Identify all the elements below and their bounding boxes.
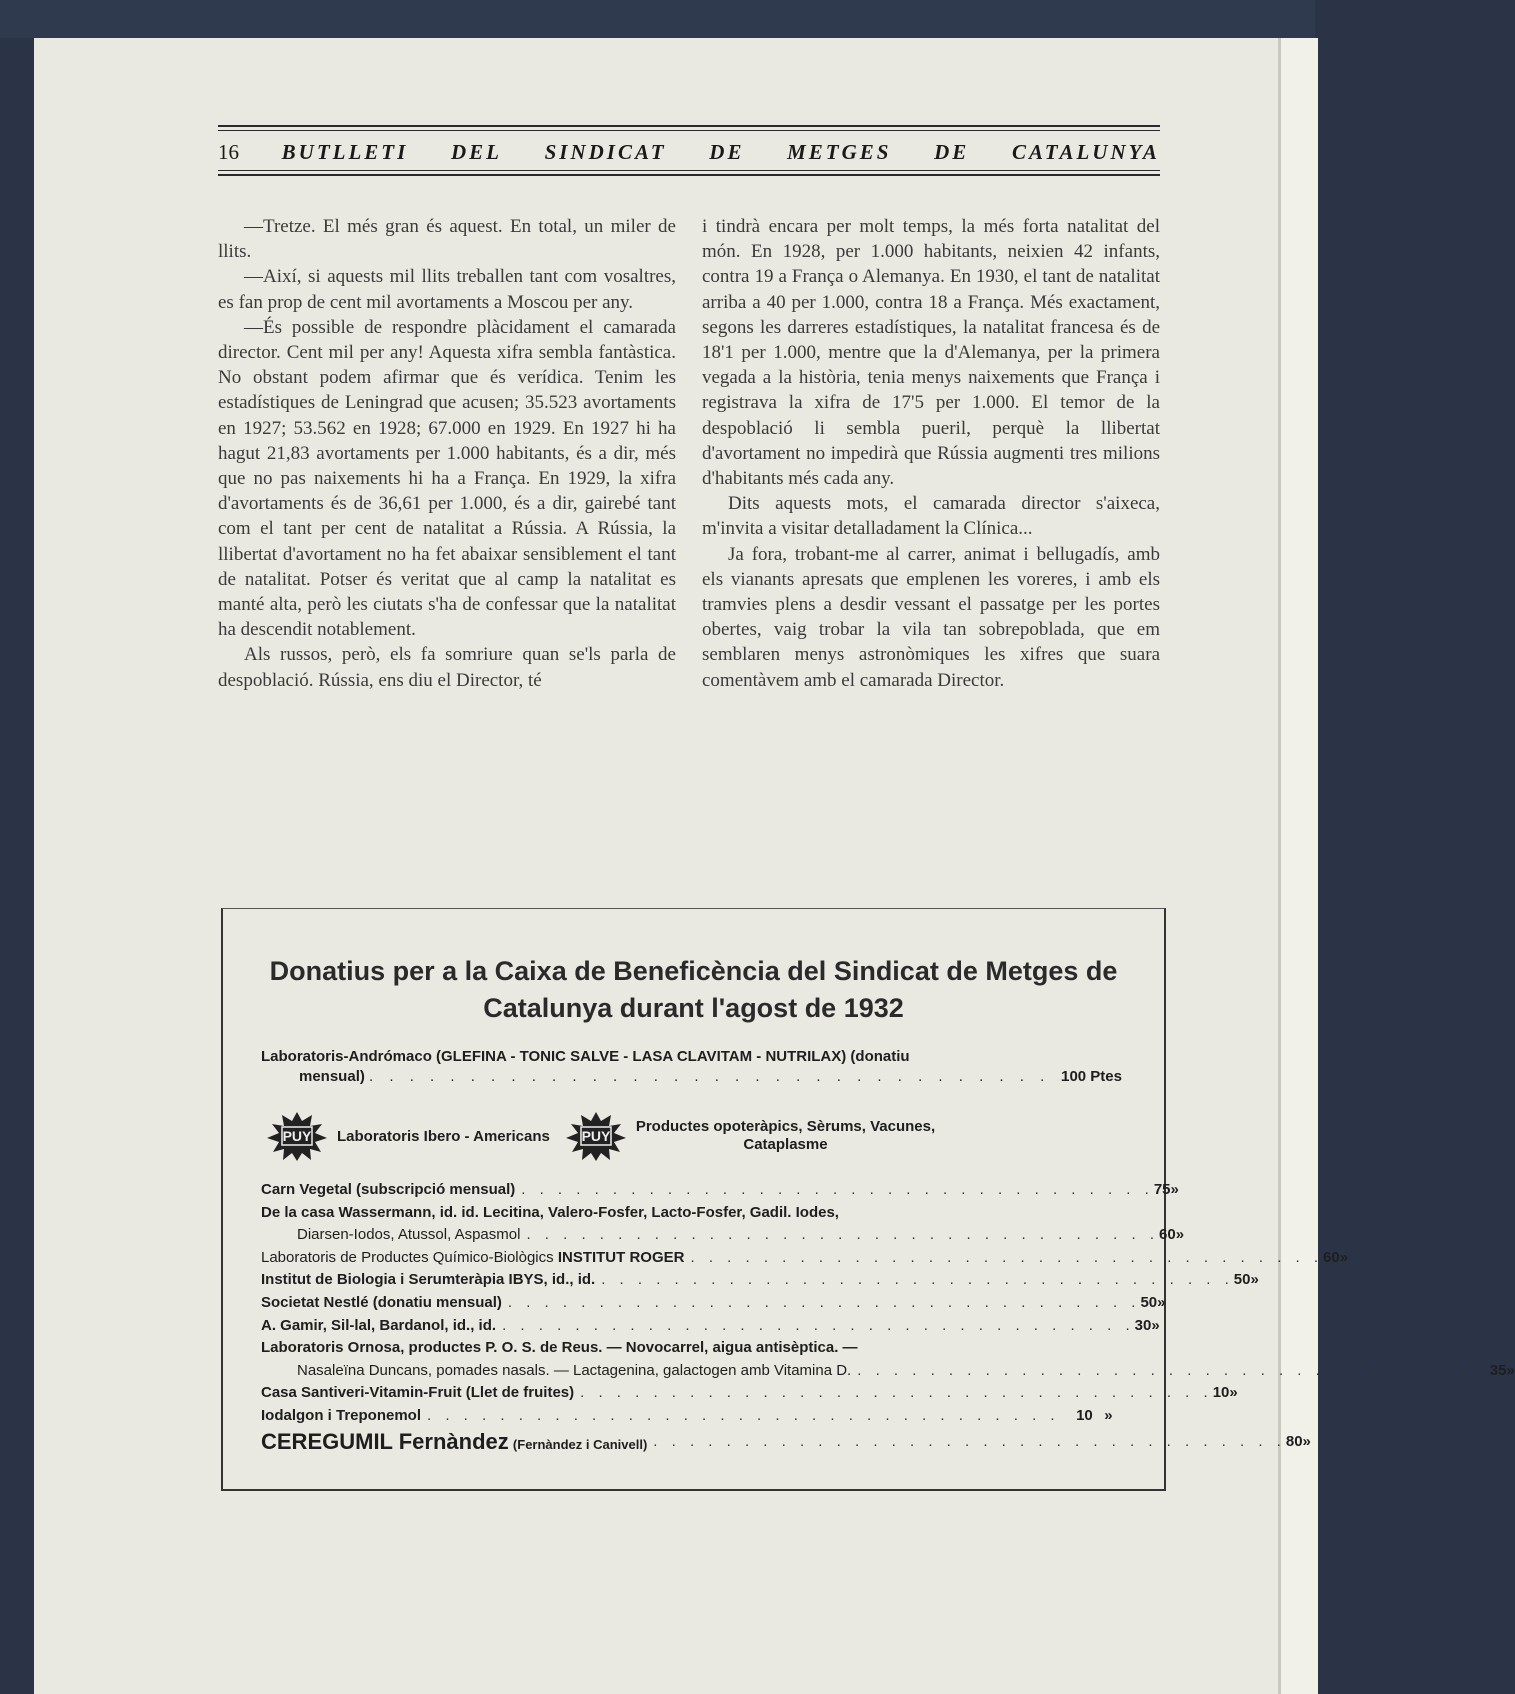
donation-text: A. Gamir, Sil-lal, Bardanol, id., id.: [261, 1316, 497, 1334]
article-paragraph: i tindrà encara per molt temps, la més forta natalitat del món. En 1928, per 1.000 habitants, neixien 42 infants, contra 19 a França o Alemanya. En 1930, el tant de natalitat arriba a 40 per 1.000, contra 18 a França. Més exactament, segons les darreres estadístiques, la natalitat francesa és de 18'1 per 1.000, mentre que la d'Alemanya, per la primera vegada a la història, tenia menys naixements que França i registrava la xifra de 17'5 per 1.000. El temor de la despoblació li sembla pueril, perquè la llibertat d'avortament no impedirà que Rússia augmenti tres milions d'habitants més cada any.: [702, 216, 1160, 490]
ditto-mark: »: [1339, 1248, 1349, 1266]
running-head-word: DEL: [450, 139, 502, 164]
scan-background: [0, 0, 1315, 38]
donation-amount: 30: [1134, 1316, 1152, 1334]
running-head-word: DE: [709, 139, 745, 164]
donation-text: Nasaleïna Duncans, pomades nasals. — Lactagenina, galactogen amb Vitamina D.: [297, 1361, 852, 1379]
ditto-mark: »: [1175, 1226, 1185, 1244]
donation-list: [261, 1179, 1515, 1459]
donation-text-bold: INSTITUT ROGER: [557, 1248, 685, 1266]
donation-row: [261, 1382, 1238, 1405]
article-paragraph: Als russos, però, els fa somriure quan se'ls parla de despoblació. Rússia, ens diu el Director, té: [218, 644, 676, 691]
puy-products-line: Cataplasme: [743, 1136, 828, 1153]
running-head-word: METGES: [787, 139, 892, 164]
donation-amount: 10: [1212, 1384, 1230, 1402]
ditto-mark: »: [1302, 1432, 1311, 1450]
donation-text: CEREGUMIL Fernàndez: [261, 1428, 509, 1454]
donation-amount: 50: [1140, 1293, 1158, 1311]
donation-amount: 60: [1159, 1226, 1176, 1244]
donation-amount: 100 Ptes: [1061, 1068, 1122, 1085]
ditto-mark: »: [1104, 1406, 1113, 1424]
puy-row: [265, 1111, 1124, 1161]
dot-leader: . . . . . . . . . . . . . . . . . . . . . . . . . . . . . . . . . . .: [369, 1068, 1071, 1085]
donation-row: [261, 1179, 1179, 1202]
donation-text: Laboratoris de Productes Químico-Biològics: [261, 1248, 554, 1266]
donation-text: Laboratoris Ornosa, productes P. O. S. de Reus. — Novocarrel, aigua antisèptica. —: [261, 1339, 858, 1357]
donation-row: [261, 1360, 1515, 1383]
ditto-mark: »: [1506, 1361, 1515, 1379]
donation-text-group: [261, 1428, 647, 1459]
ditto-mark: »: [1157, 1293, 1166, 1311]
dot-leader: . . . . . . . . . . . . . . . . . . . . . . . . . . . . . . . . . . .: [653, 1432, 1286, 1450]
donation-amount: 60: [1323, 1248, 1340, 1266]
donation-text-group: [261, 1247, 684, 1270]
running-head-word: SINDICAT: [544, 139, 667, 164]
header-rule-bottom: [218, 174, 1160, 176]
dot-leader: . . . . . . . . . . . . . . . . . . . . . . . . . . . . . . . . . . .: [580, 1384, 1213, 1402]
running-head-word: DE: [934, 139, 970, 164]
donation-text: Iodalgon i Treponemol: [261, 1406, 422, 1424]
donation-amount: 80: [1285, 1432, 1303, 1450]
sponsor-line-cont: [261, 1067, 1122, 1087]
donation-amount: 35: [1489, 1361, 1507, 1379]
article-column-right: [702, 214, 1160, 693]
dot-leader: . . . . . . . . . . . . . . . . . . . . . . . . . . . . . . . . . . .: [427, 1406, 1060, 1424]
sponsor-line: mensual): [299, 1068, 365, 1085]
donation-row: [261, 1269, 1259, 1292]
donation-amount: 50: [1233, 1271, 1251, 1289]
sponsor-line: Laboratoris-Andrómaco (GLEFINA - TONIC SALVE - LASA CLAVITAM - NUTRILAX) (donatiu: [261, 1048, 910, 1065]
article-paragraph: Dits aquests mots, el camarada director s'aixeca, m'invita a visitar detalladament la Clínica...: [702, 493, 1160, 540]
article-paragraph: —Tretze. El més gran és aquest. En total, un miler de llits.: [218, 216, 676, 263]
donation-row: [261, 1405, 1124, 1428]
dot-leader: . . . . . . . . . . . . . . . . . . . . . . . . . . . . . . . . . . .: [521, 1181, 1154, 1198]
dot-leader: . . . . . . . . . . . . . . . . . . . . . . . . . . . . . . . . . . .: [690, 1248, 1324, 1266]
dot-leader: . . . . . . . . . . . . . . . . . . . . . . . . . . . . . . . . . . .: [526, 1226, 1160, 1244]
donation-row-first-line: [261, 1337, 1124, 1360]
donation-row-first-line: [261, 1202, 1124, 1225]
donation-text: Institut de Biologia i Serumteràpia IBYS, id., id.: [261, 1271, 596, 1289]
donations-title: Donatius per a la Caixa de Beneficència del Sindicat de Metges de Catalunya durant l'agost de 1932: [269, 956, 1118, 1023]
page-number: 16: [218, 139, 239, 164]
puy-products-line: Productes opoteràpics, Sèrums, Vacunes,: [635, 1118, 936, 1135]
dot-leader: . . . . . . . . . . . . . . . . . . . . . . . . . . . . . . . . . . .: [601, 1271, 1234, 1289]
donations-box: [221, 908, 1515, 1491]
dot-leader: . . . . . . . . . . . . . . . . . . . . . . . . . . . . . . . . . . .: [857, 1361, 1490, 1379]
donation-amount: 75: [1153, 1181, 1171, 1198]
donation-first-sponsor: [261, 1047, 1122, 1087]
puy-lab-name: Laboratoris Ibero - Americans: [337, 1127, 550, 1145]
donation-row: [261, 1428, 1311, 1459]
running-head-word: BUTLLETI: [281, 139, 409, 164]
running-head: [218, 137, 1160, 167]
puy-logo-text: PUY: [282, 1128, 312, 1144]
puy-products: [636, 1118, 935, 1154]
article-column-left: [218, 214, 676, 693]
donation-text-small: (Fernàndez i Canivell): [512, 1436, 648, 1452]
header-rule-bottom-thin: [218, 170, 1160, 171]
article-paragraph: Ja fora, trobant-me al carrer, animat i bellugadís, amb els vianants apresats que emplenen les voreres, i amb els tramvies plens a desdir vessant el passatge per les portes obertes, vaig trobar la vila tan sobrepoblada, que em semblaren menys astronòmiques les xifres que suara comentàvem amb el camarada Director.: [702, 543, 1160, 691]
ditto-mark: »: [1250, 1271, 1259, 1289]
donation-row: [261, 1224, 1185, 1247]
running-head-word: CATALUNYA: [1011, 139, 1160, 164]
dot-leader: . . . . . . . . . . . . . . . . . . . . . . . . . . . . . . . . . . .: [507, 1293, 1141, 1311]
donation-row: [261, 1292, 1166, 1315]
ditto-mark: »: [1170, 1181, 1179, 1198]
donation-text: Diarsen-Iodos, Atussol, Aspasmol: [297, 1226, 521, 1244]
donation-text: Casa Santiveri-Vitamin-Fruit (Llet de fruites): [261, 1384, 575, 1402]
article-paragraph: —És possible de respondre plàcidament el camarada director. Cent mil per any! Aquesta xifra sembla fantàstica. No obstant podem afirmar que és verídica. Tenim les estadístiques de Leningrad que acusen; 35.523 avortaments en 1927; 53.562 en 1928; 67.000 en 1929. En 1927 hi ha hagut 21,83 avortaments per 1.000 habitants, és a dir, més que no pas naixements hi ha a França. En 1929, la xifra d'avortaments és de 36,61 per 1.000, és a dir, gairebé tant com el tant per cent de natalitat a Rússia. A Rússia, la llibertat d'avortament no ha fet abaixar sensiblement el tant de natalitat. Potser és veritat que al camp la natalitat es manté alta, però les ciutats s'ha de confessar que la natalitat ha descendit notablement.: [218, 316, 676, 641]
puy-logo-icon: [564, 1111, 628, 1161]
donation-text: Societat Nestlé (donatiu mensual): [261, 1293, 502, 1311]
ditto-mark: »: [1229, 1384, 1238, 1402]
puy-logo-icon: [265, 1111, 329, 1161]
dot-leader: . . . . . . . . . . . . . . . . . . . . . . . . . . . . . . . . . . .: [502, 1316, 1135, 1334]
header-rule-top-thin: [218, 130, 1160, 131]
donation-text: De la casa Wassermann, id. id. Lecitina, Valero-Fosfer, Lacto-Fosfer, Gadil. Iodes,: [261, 1203, 839, 1221]
article-paragraph: —Així, si aquests mil llits treballen tant com vosaltres, es fan prop de cent mil avortaments a Moscou per any.: [218, 266, 676, 313]
donation-text: Carn Vegetal (subscripció mensual): [261, 1181, 516, 1198]
donation-row: [261, 1247, 1349, 1270]
donation-amount: 10: [1076, 1406, 1093, 1424]
donation-row: [261, 1315, 1160, 1338]
header-rule-top: [218, 125, 1160, 127]
ditto-mark: »: [1151, 1316, 1160, 1334]
puy-logo-text: PUY: [581, 1128, 611, 1144]
